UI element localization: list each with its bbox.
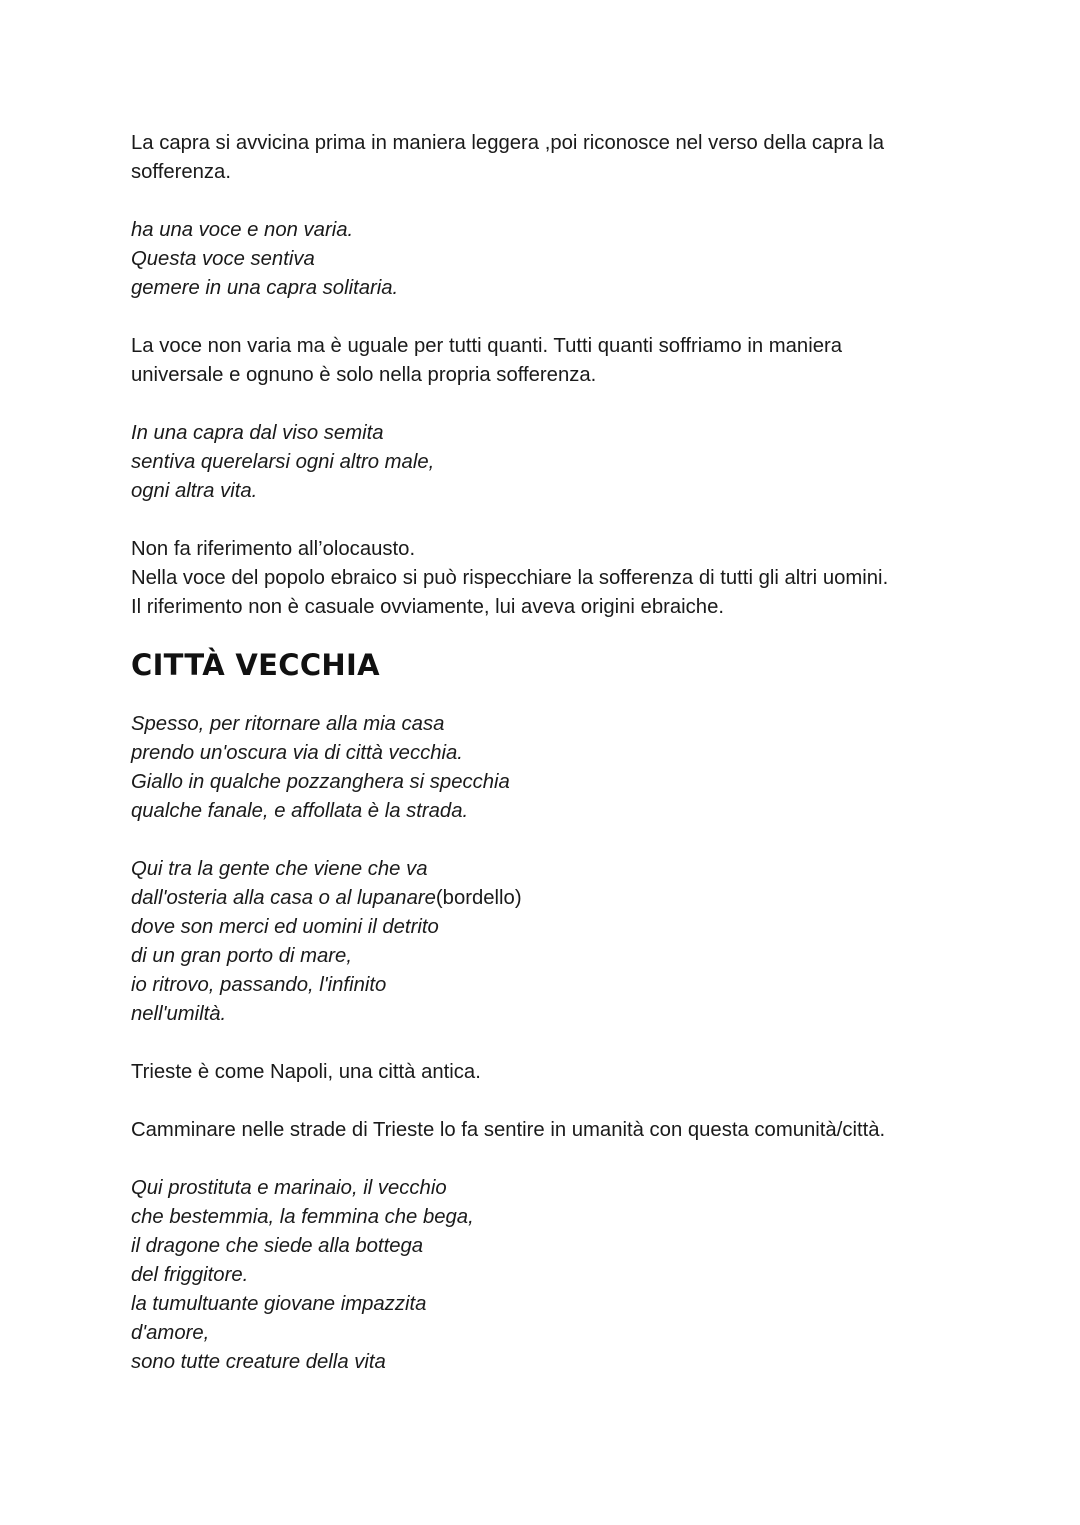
- comment-paragraph-2: [131, 535, 961, 622]
- poem-line: qualche fanale, e affollata è la strada.: [131, 800, 469, 822]
- poem-line: Spesso, per ritornare alla mia casa: [131, 713, 445, 735]
- poem-stanza-4: [131, 855, 961, 1029]
- poem-line: io ritrovo, passando, l'infinito: [131, 974, 387, 996]
- comment-line: Il riferimento non è casuale ovviamente, lui aveva origini ebraiche.: [131, 596, 724, 618]
- poem-line: ha una voce e non varia.: [131, 219, 354, 241]
- poem-stanza-3: [131, 710, 961, 826]
- poem-line: sono tutte creature della vita: [131, 1351, 386, 1373]
- poem-line: del friggitore.: [131, 1264, 249, 1286]
- poem-stanza-2: [131, 419, 961, 506]
- poem-line: Giallo in qualche pozzanghera si specchia: [131, 771, 510, 793]
- poem-line: Qui prostituta e marinaio, il vecchio: [131, 1177, 447, 1199]
- comment-paragraph-3: [131, 1058, 961, 1087]
- poem-line: nell'umiltà.: [131, 1003, 227, 1025]
- poem-line-text: dall'osteria alla casa o al lupanare: [131, 887, 436, 909]
- comment-line: La voce non varia ma è uguale per tutti quanti. Tutti quanti soffriamo in maniera: [131, 335, 843, 357]
- poem-line: d'amore,: [131, 1322, 210, 1344]
- comment-paragraph-4: [131, 1116, 961, 1145]
- poem-line: il dragone che siede alla bottega: [131, 1235, 424, 1257]
- comment-line: universale e ognuno è solo nella propria sofferenza.: [131, 364, 597, 386]
- comment-line: Trieste è come Napoli, una città antica.: [131, 1061, 481, 1083]
- intro-line-2: sofferenza.: [131, 161, 231, 183]
- intro-line-1: La capra si avvicina prima in maniera leggera ,poi riconosce nel verso della capra la: [131, 132, 885, 154]
- poem-line: ogni altra vita.: [131, 480, 258, 502]
- poem-stanza-5: [131, 1174, 961, 1377]
- poem-line: In una capra dal viso semita: [131, 422, 384, 444]
- comment-paragraph-1: [131, 332, 961, 390]
- poem-annotation: (bordello): [435, 887, 522, 909]
- poem-line: la tumultuante giovane impazzita: [131, 1293, 427, 1315]
- poem-line: sentiva querelarsi ogni altro male,: [131, 451, 435, 473]
- comment-line: Non fa riferimento all’olocausto.: [131, 538, 416, 560]
- intro-paragraph: [131, 129, 961, 187]
- poem-stanza-1: [131, 216, 961, 303]
- poem-line: prendo un'oscura via di città vecchia.: [131, 742, 463, 764]
- poem-line: gemere in una capra solitaria.: [131, 277, 399, 299]
- comment-line: Nella voce del popolo ebraico si può rispecchiare la sofferenza di tutti gli altri uomini.: [131, 567, 889, 589]
- section-heading: CITTÀ VECCHIA: [131, 648, 380, 682]
- document-page: [131, 129, 961, 1377]
- poem-line: [131, 884, 961, 913]
- poem-line: Questa voce sentiva: [131, 248, 315, 270]
- poem-line: Qui tra la gente che viene che va: [131, 858, 428, 880]
- poem-line: di un gran porto di mare,: [131, 945, 352, 967]
- poem-line: che bestemmia, la femmina che bega,: [131, 1206, 474, 1228]
- comment-line: Camminare nelle strade di Trieste lo fa sentire in umanità con questa comunità/città.: [131, 1119, 886, 1141]
- poem-line: dove son merci ed uomini il detrito: [131, 916, 439, 938]
